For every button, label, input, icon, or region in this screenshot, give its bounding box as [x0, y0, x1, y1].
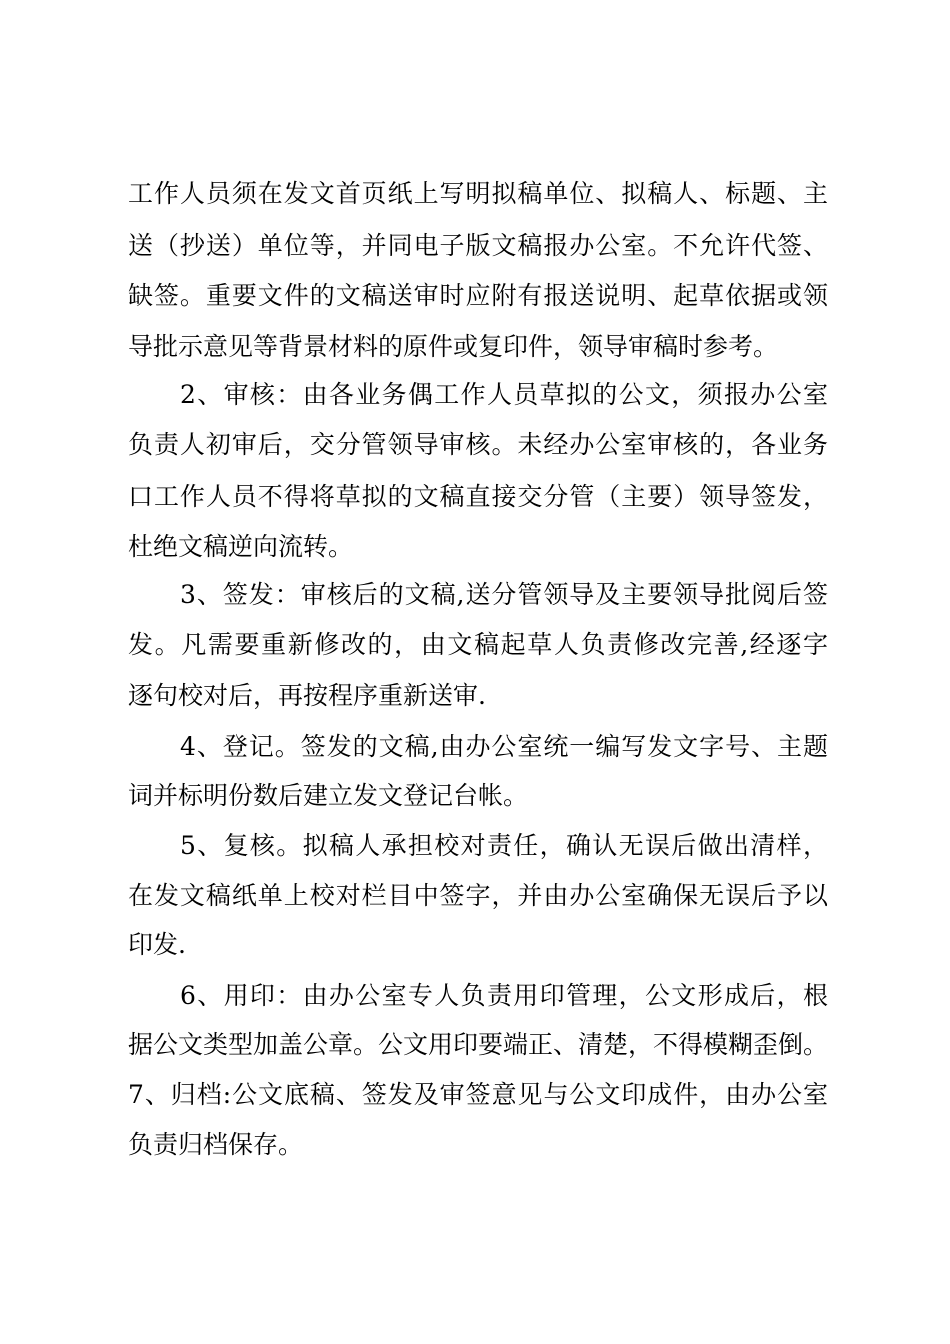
paragraph-line: 送（抄送）单位等，并同电子版文稿报办公室。不允许代签、	[128, 231, 828, 260]
section-7-first-line: 7、归档:公文底稿、签发及审签意见与公文印成件，由办公室	[128, 1080, 828, 1109]
paragraph-line: 逐句校对后，再按程序重新送审.	[128, 681, 486, 710]
section-5-first-line: 5、复核。拟稿人承担校对责任，确认无误后做出清样，	[180, 831, 828, 860]
paragraph-line: 口工作人员不得将草拟的文稿直接交分管（主要）领导签发，	[128, 482, 828, 511]
paragraph-line: 词并标明份数后建立发文登记台帐。	[128, 781, 529, 810]
paragraph-line: 负责人初审后，交分管领导审核。未经办公室审核的，各业务	[128, 430, 828, 459]
paragraph-line: 在发文稿纸单上校对栏目中签字，并由办公室确保无误后予以	[128, 881, 828, 910]
paragraph-line: 杜绝文稿逆向流转。	[128, 532, 354, 561]
paragraph-line: 发。凡需要重新修改的，由文稿起草人负责修改完善,经逐字	[128, 630, 828, 659]
section-3-first-line: 3、签发：审核后的文稿,送分管领导及主要领导批阅后签	[180, 580, 828, 609]
paragraph-line: 导批示意见等背景材料的原件或复印件，领导审稿时参考。	[128, 332, 779, 361]
section-4-first-line: 4、登记。签发的文稿,由办公室统一编写发文字号、主题	[180, 732, 828, 761]
paragraph-line: 负责归档保存。	[128, 1130, 304, 1159]
paragraph-line: 据公文类型加盖公章。公文用印要端正、清楚，不得模糊歪倒。	[128, 1030, 829, 1059]
section-6-first-line: 6、用印：由办公室专人负责用印管理，公文形成后，根	[180, 981, 828, 1010]
paragraph-line: 缺签。重要文件的文稿送审时应附有报送说明、起草依据或领	[128, 281, 828, 310]
paragraph-line: 工作人员须在发文首页纸上写明拟稿单位、拟稿人、标题、主	[128, 179, 828, 208]
section-2-first-line: 2、审核：由各业务偶工作人员草拟的公文，须报办公室	[180, 380, 828, 409]
paragraph-line: 印发.	[128, 930, 186, 959]
